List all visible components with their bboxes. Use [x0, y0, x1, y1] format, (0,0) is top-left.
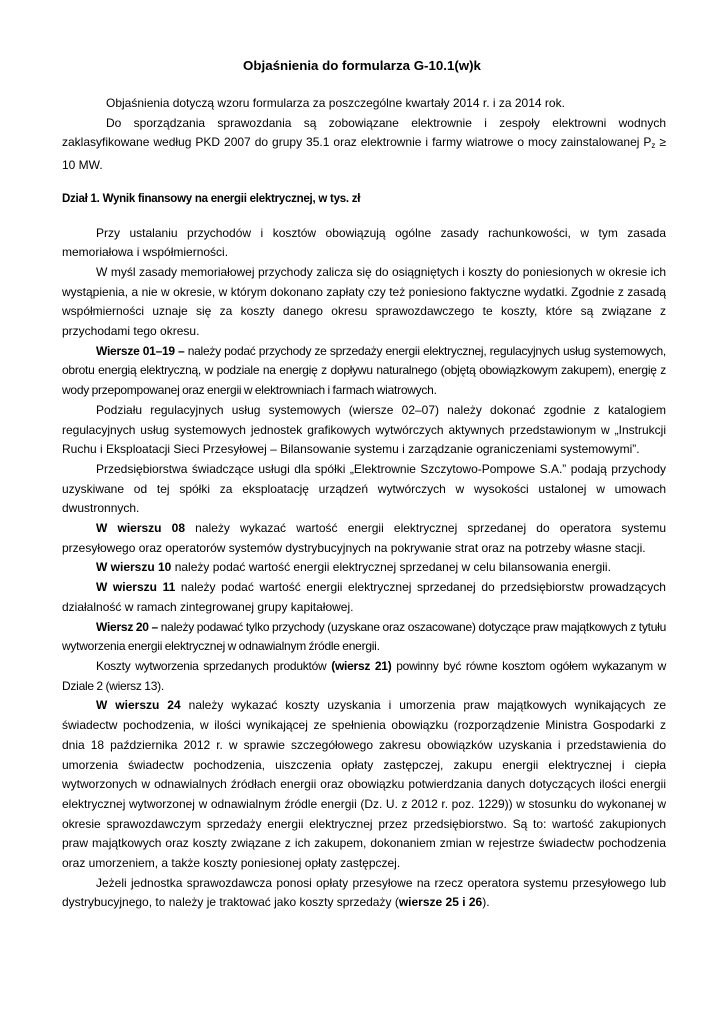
rows-25-26-text-end: ).: [482, 895, 490, 910]
paragraph-pumped-storage-services: Przedsiębiorstwa świadczące usługi dla spółki „Elektrownie Szczytowo-Pompowe S.A.” podają przychody uzyskiwane od tej spółki za eksploatację urządzeń wytwórczych w wysokości ustalonej w umowach dwustronnych.: [62, 461, 666, 516]
paragraph-rows-25-26: [62, 874, 666, 913]
row-08-text: należy wykazać wartość energii elektrycznej sprzedanej do operatora systemu przesyłowego oraz operatorów systemów dystrybucyjnych na pokrywanie strat oraz na potrzeby własne stacji.: [62, 521, 666, 555]
row-11-label: W wierszu 11: [96, 580, 176, 595]
paragraph-row-10: [62, 558, 666, 578]
paragraph-row-11: [62, 578, 666, 617]
rows-01-19-text: należy podać przychody ze sprzedaży energii elektrycznej, regulacyjnych usług systemowych, obrotu energią elektryczną, w podziale na energię z dopływu naturalnego (objętą obowiązkowym zakupem), energię z wody przepompowanej oraz energii w elektrowniach i farmach wiatrowych.: [62, 343, 666, 398]
row-21-label: (wiersz 21): [331, 658, 392, 673]
document-body: [62, 94, 666, 913]
paragraph-row-24: [62, 696, 666, 873]
obligated-units-text: Do sporządzania sprawozdania są zobowiązane elektrownie i zespoły elektrowni wodnych zaklasyfikowane według PKD 2007 do grupy 35.1 oraz elektrownie i farmy wiatrowe o mocy zainstalowanej: [62, 115, 666, 150]
paragraph-row-08: [62, 519, 666, 558]
paragraph-accounting-rules: Przy ustalaniu przychodów i kosztów obowiązują ogólne zasady rachunkowości, w tym zasada memoriałowa i współmierności.: [62, 225, 666, 260]
paragraph-rows-02-07: Podziału regulacyjnych usług systemowych (wiersze 02–07) należy dokonać zgodnie z katalogiem regulacyjnych usług systemowych jednostek grafikowych wytwórczych aktywnych przedstawionym w „Instrukcji Ruchu i Eksploatacji Sieci Przesyłowej – Bilansowanie systemu i zarządzanie ograniczeniami systemowymi”.: [62, 402, 666, 457]
row-24-label: W wierszu 24: [96, 698, 181, 713]
row-24-text: należy wykazać koszty uzyskania i umorzenia praw majątkowych wynikających ze świadectw pochodzenia, w ilości wynikającej ze spełnienia obowiązku (rozporządzenie Ministra Gospodarki z dnia 18 października 2012 r. w sprawie szczegółowego zakresu obowiązków uzyskania i przedstawienia do umorzenia świadectw pochodzenia, uiszczenia opłaty zastępczej, zakupu energii elektrycznej i ciepła wytworzonych w odnawialnych źródłach energii oraz obowiązku potwierdzania danych dotyczących ilości energii elektrycznej wytworzonej w odnawialnym źródle energii (Dz. U. z 2012 r. poz. 1229)) w stosunku do wykonanej w okresie sprawozdawczym sprzedaży energii elektrycznej przez przedsiębiorstwo. Są to: wartość zakupionych praw majątkowych oraz koszty związane z ich zakupem, dokonaniem zmian w rejestrze świadectw pochodzenia oraz umorzeniem, a także koszty poniesionej opłaty zastępczej.: [62, 698, 667, 871]
paragraph-rows-01-19: [62, 342, 666, 401]
intro-paragraph-obligated-units: [62, 114, 666, 176]
section-heading-dzial-1: Dział 1. Wynik finansowy na energii elektrycznej, w tys. zł: [62, 192, 361, 205]
page-title: Objaśnienia do formularza G-10.1(w)k: [243, 58, 481, 73]
paragraph-row-20: [62, 618, 666, 657]
power-subscript: z: [651, 141, 656, 151]
rows-25-26-text-start: Jeżeli jednostka sprawozdawcza ponosi opłaty przesyłowe na rzecz operatora systemu przesyłowego lub dystrybucyjnego, to należy je traktować jako koszty sprzedaży (: [62, 875, 666, 910]
power-threshold: ≥ 10 MW.: [62, 135, 666, 173]
row-10-label: W wierszu 10: [96, 560, 172, 575]
row-08-label: W wierszu 08: [96, 521, 186, 536]
paragraph-memorial-principle: W myśl zasady memoriałowej przychody zalicza się do osiągniętych i koszty do poniesionych w okresie ich wystąpienia, a nie w okresie, w którym dokonano zapłaty czy też poniesiono faktyczne wydatki. Zgodnie z zasadą współmierności uznaje się za koszty danego okresu sprawozdawczego te koszty, które są związane z przychodami tego okresu.: [62, 264, 666, 339]
rows-25-26-label: wiersze 25 i 26: [398, 895, 483, 910]
row-21-text-start: Koszty wytworzenia sprzedanych produktów: [96, 658, 332, 673]
row-11-text: należy podać wartość energii elektrycznej sprzedanej do przedsiębiorstw prowadzących działalność w ramach zintegrowanej grupy kapitałowej.: [62, 580, 666, 614]
row-21-text-end: powinny być równe kosztom ogółem wykazanym w Dziale 2 (wiersz 13).: [62, 658, 667, 693]
paragraph-row-21: [62, 657, 666, 696]
intro-paragraph-scope: Objaśnienia dotyczą wzoru formularza za poszczególne kwartały 2014 r. i za 2014 rok.: [106, 96, 565, 110]
row-10-text: należy podać wartość energii elektrycznej sprzedanej w celu bilansowania energii.: [171, 560, 611, 575]
rows-01-19-label: Wiersze 01–19 –: [96, 343, 185, 358]
row-20-label: Wiersz 20 –: [96, 619, 158, 634]
power-symbol: P: [643, 135, 652, 150]
row-20-text: należy podawać tylko przychody (uzyskane oraz oszacowane) dotyczące praw majątkowych z tytułu wytworzenia energii elektrycznej w odnawialnym źródle energii.: [62, 619, 666, 654]
